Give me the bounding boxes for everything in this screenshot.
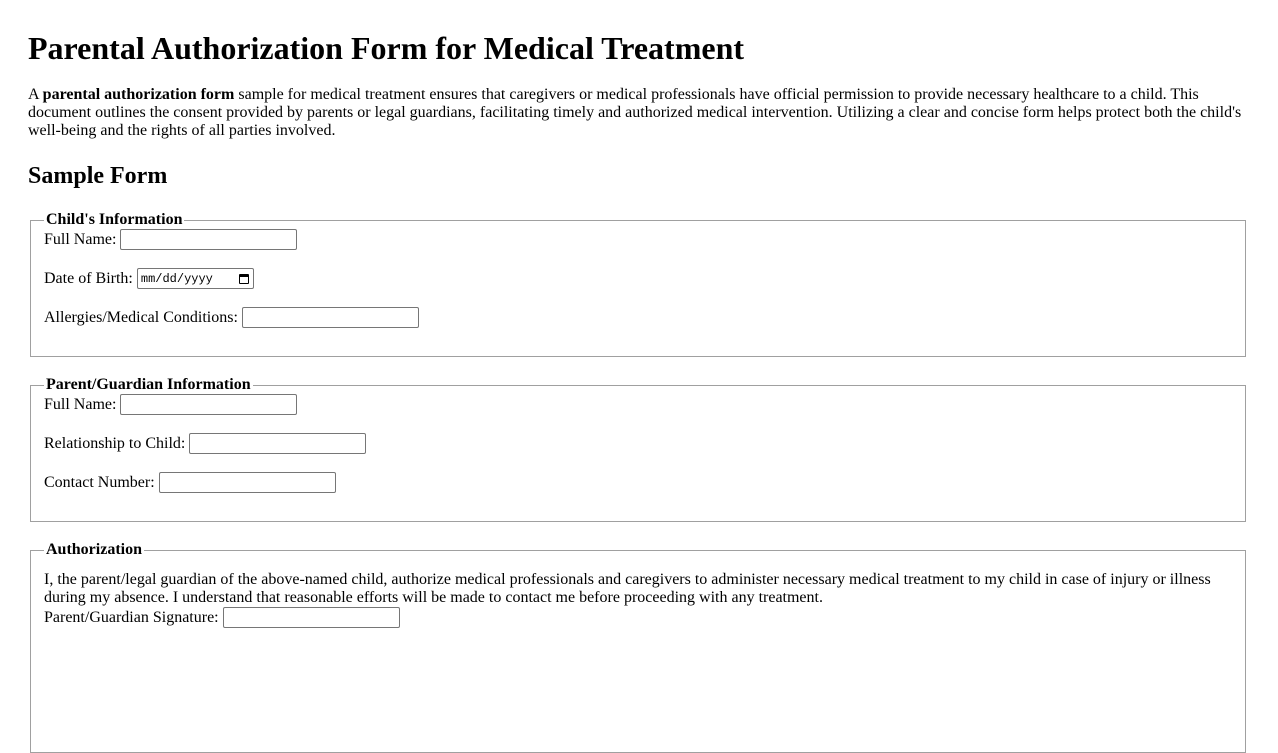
child-dob-label: Date of Birth: <box>44 269 133 287</box>
relationship-input[interactable] <box>189 433 366 454</box>
relationship-label: Relationship to Child: <box>44 434 186 452</box>
calendar-icon[interactable] <box>239 274 249 284</box>
child-full-name-label: Full Name: <box>44 230 117 248</box>
child-dob-row <box>44 268 1232 289</box>
parent-full-name-row <box>44 394 1232 415</box>
parent-guardian-information-fieldset <box>30 376 1246 522</box>
date-placeholder: mm/dd/yyyy <box>140 271 213 286</box>
signature-input[interactable] <box>223 607 400 628</box>
parent-full-name-label: Full Name: <box>44 395 117 413</box>
page-title: Parental Authorization Form for Medical Treatment <box>28 30 745 66</box>
relationship-row <box>44 433 1232 454</box>
child-full-name-input[interactable] <box>120 229 297 250</box>
signature-label: Parent/Guardian Signature: <box>44 608 219 626</box>
authorization-fieldset <box>30 541 1246 753</box>
childs-information-fieldset <box>30 211 1246 357</box>
authorization-statement: I, the parent/legal guardian of the above-named child, authorize medical professionals and caregivers to administer necessary medical treatment to my child in case of injury or illness during my absence. I understand that reasonable efforts will be made to contact me before proceeding with any treatment. <box>44 571 1211 606</box>
section-heading: Sample Form <box>28 163 168 189</box>
child-allergies-input[interactable] <box>242 307 419 328</box>
intro-lead: A <box>28 86 43 103</box>
child-dob-input[interactable] <box>137 268 254 289</box>
contact-number-row <box>44 472 1232 493</box>
contact-number-label: Contact Number: <box>44 473 155 491</box>
child-allergies-row <box>44 307 1232 328</box>
contact-number-input[interactable] <box>159 472 336 493</box>
parent-full-name-input[interactable] <box>120 394 297 415</box>
intro-paragraph <box>28 86 1250 140</box>
fieldset-legend: Parent/Guardian Information <box>46 376 251 393</box>
child-allergies-label: Allergies/Medical Conditions: <box>44 308 238 326</box>
intro-bold: parental authorization form <box>42 86 235 103</box>
fieldset-legend: Authorization <box>46 541 142 558</box>
child-full-name-row <box>44 229 1232 250</box>
intro-rest: sample for medical treatment ensures that caregivers or medical professionals have official permission to provide necessary healthcare to a child. This document outlines the consent provided by parents or legal guardians, facilitating timely and authorized medical intervention. Utilizing a clear and concise form helps protect both the child's well-being and the rights of all parties involved. <box>28 86 1242 139</box>
signature-row <box>44 607 1232 628</box>
fieldset-legend: Child's Information <box>46 211 183 228</box>
